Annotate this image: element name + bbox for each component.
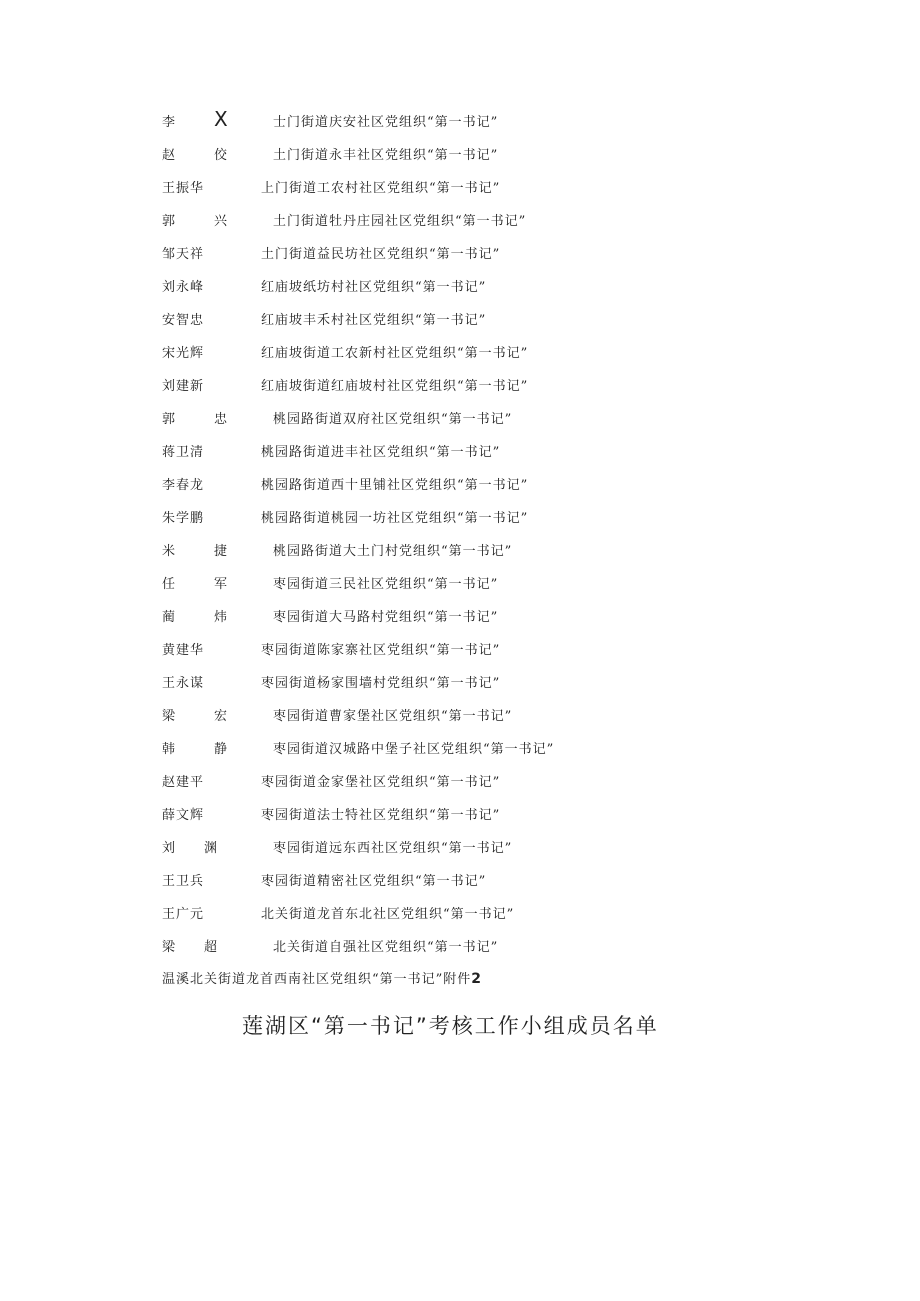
person-name <box>162 937 262 959</box>
name-char: 炜 <box>214 610 229 625</box>
person-name: 薛文辉 <box>162 808 205 823</box>
name-char: 赵 <box>162 148 177 163</box>
post-title: 土门街道益民坊社区党组织“第一书记” <box>261 247 501 262</box>
name-char: 超 <box>204 940 219 955</box>
name-char: 军 <box>214 577 229 592</box>
person-name <box>162 145 262 167</box>
person-name: 宋光辉 <box>162 346 205 361</box>
post-title: 枣园街道汉城路中堡子社区党组织“第一书记” <box>273 742 555 757</box>
list-item <box>162 640 862 673</box>
list-item <box>162 541 862 574</box>
name-char: 兴 <box>214 214 229 229</box>
name-char: 梁 <box>162 940 177 955</box>
page-title: 莲湖区“第一书记”考核工作小组成员名单 <box>242 1014 659 1038</box>
list-item <box>162 937 862 970</box>
post-title: 枣园街道陈家寨社区党组织“第一书记” <box>261 643 501 658</box>
person-name: 刘建新 <box>162 379 205 394</box>
list-item <box>162 244 862 277</box>
person-name: 刘永峰 <box>162 280 205 295</box>
name-char: 郭 <box>162 214 177 229</box>
list-item <box>162 409 862 442</box>
post-title: 红庙坡纸坊村社区党组织“第一书记” <box>261 280 487 295</box>
person-name <box>162 574 262 596</box>
post-title: 桃园路街道进丰社区党组织“第一书记” <box>261 445 501 460</box>
person-name: 王广元 <box>162 907 205 922</box>
list-item <box>162 871 862 904</box>
person-name: 黄建华 <box>162 643 205 658</box>
person-name <box>162 211 262 233</box>
name-char: 忠 <box>214 412 229 427</box>
list-item <box>162 772 862 805</box>
list-item <box>162 310 862 343</box>
post-title: 红庙坡街道红庙坡村社区党组织“第一书记” <box>261 379 529 394</box>
name-char: 韩 <box>162 742 177 757</box>
list-item <box>162 107 862 145</box>
person-name: 王永谋 <box>162 676 205 691</box>
attachment-number: 2 <box>471 971 482 987</box>
post-title: 枣园街道三民社区党组织“第一书记” <box>273 577 499 592</box>
list-item <box>162 211 862 244</box>
name-char: 李 <box>162 115 177 130</box>
list-item <box>162 178 862 211</box>
post-title: 士门街道庆安社区党组织“第一书记” <box>273 115 499 130</box>
name-char: 郭 <box>162 412 177 427</box>
name-char: 静 <box>214 742 229 757</box>
post-title: 枣园街道法士特社区党组织“第一书记” <box>261 808 501 823</box>
person-name <box>162 409 262 431</box>
post-title: 枣园街道精密社区党组织“第一书记” <box>261 874 487 889</box>
list-item <box>162 904 862 937</box>
list-item <box>162 475 862 508</box>
name-char: 蔺 <box>162 610 177 625</box>
post-title: 红庙坡丰禾村社区党组织“第一书记” <box>261 313 487 328</box>
list-item <box>162 739 862 772</box>
person-name: 王振华 <box>162 181 205 196</box>
last-line-text: 温溪北关街道龙首西南社区党组织“第一书记”附件 <box>162 972 472 987</box>
list-item <box>162 574 862 607</box>
list-item <box>162 376 862 409</box>
post-title: 枣园街道杨家围墙村党组织“第一书记” <box>261 676 501 691</box>
last-list-line <box>162 968 481 991</box>
name-char: 梁 <box>162 709 177 724</box>
post-title: 土门街道永丰社区党组织“第一书记” <box>273 148 499 163</box>
list-item <box>162 277 862 310</box>
person-name <box>162 541 262 563</box>
person-name: 邹天祥 <box>162 247 205 262</box>
name-char: 捷 <box>214 544 229 559</box>
list-item <box>162 442 862 475</box>
post-title: 北关街道龙首东北社区党组织“第一书记” <box>261 907 515 922</box>
post-title: 红庙坡街道工农新村社区党组织“第一书记” <box>261 346 529 361</box>
person-name <box>162 107 262 134</box>
person-name: 安智忠 <box>162 313 205 328</box>
person-name: 王卫兵 <box>162 874 205 889</box>
post-title: 桃园路街道大土门村党组织“第一书记” <box>273 544 513 559</box>
post-title: 枣园街道金家堡社区党组织“第一书记” <box>261 775 501 790</box>
person-name: 朱学鹏 <box>162 511 205 526</box>
post-title: 桃园路街道双府社区党组织“第一书记” <box>273 412 513 427</box>
post-title: 枣园街道大马路村党组织“第一书记” <box>273 610 499 625</box>
name-char: 渊 <box>204 841 219 856</box>
post-title: 枣园街道远东西社区党组织“第一书记” <box>273 841 513 856</box>
person-name <box>162 607 262 629</box>
list-item <box>162 145 862 178</box>
list-item <box>162 508 862 541</box>
person-name <box>162 706 262 728</box>
first-secretary-list <box>162 107 862 970</box>
name-char: 宏 <box>214 709 229 724</box>
name-char: 米 <box>162 544 177 559</box>
list-item <box>162 673 862 706</box>
post-title: 桃园路街道桃园一坊社区党组织“第一书记” <box>261 511 529 526</box>
post-title: 枣园街道曹家堡社区党组织“第一书记” <box>273 709 513 724</box>
post-title: 上门街道工农村社区党组织“第一书记” <box>261 181 501 196</box>
person-name <box>162 739 262 761</box>
person-name <box>162 838 262 860</box>
list-item <box>162 343 862 376</box>
post-title: 北关街道自强社区党组织“第一书记” <box>273 940 499 955</box>
list-item <box>162 838 862 871</box>
list-item <box>162 805 862 838</box>
name-char: 刘 <box>162 841 177 856</box>
person-name: 蒋卫清 <box>162 445 205 460</box>
person-name: 李春龙 <box>162 478 205 493</box>
list-item <box>162 706 862 739</box>
name-char: 任 <box>162 577 177 592</box>
name-char: 佼 <box>214 148 229 163</box>
name-char: X <box>214 107 229 131</box>
person-name: 赵建平 <box>162 775 205 790</box>
list-item <box>162 607 862 640</box>
post-title: 桃园路街道西十里铺社区党组织“第一书记” <box>261 478 529 493</box>
post-title: 土门街道牡丹庄园社区党组织“第一书记” <box>273 214 527 229</box>
